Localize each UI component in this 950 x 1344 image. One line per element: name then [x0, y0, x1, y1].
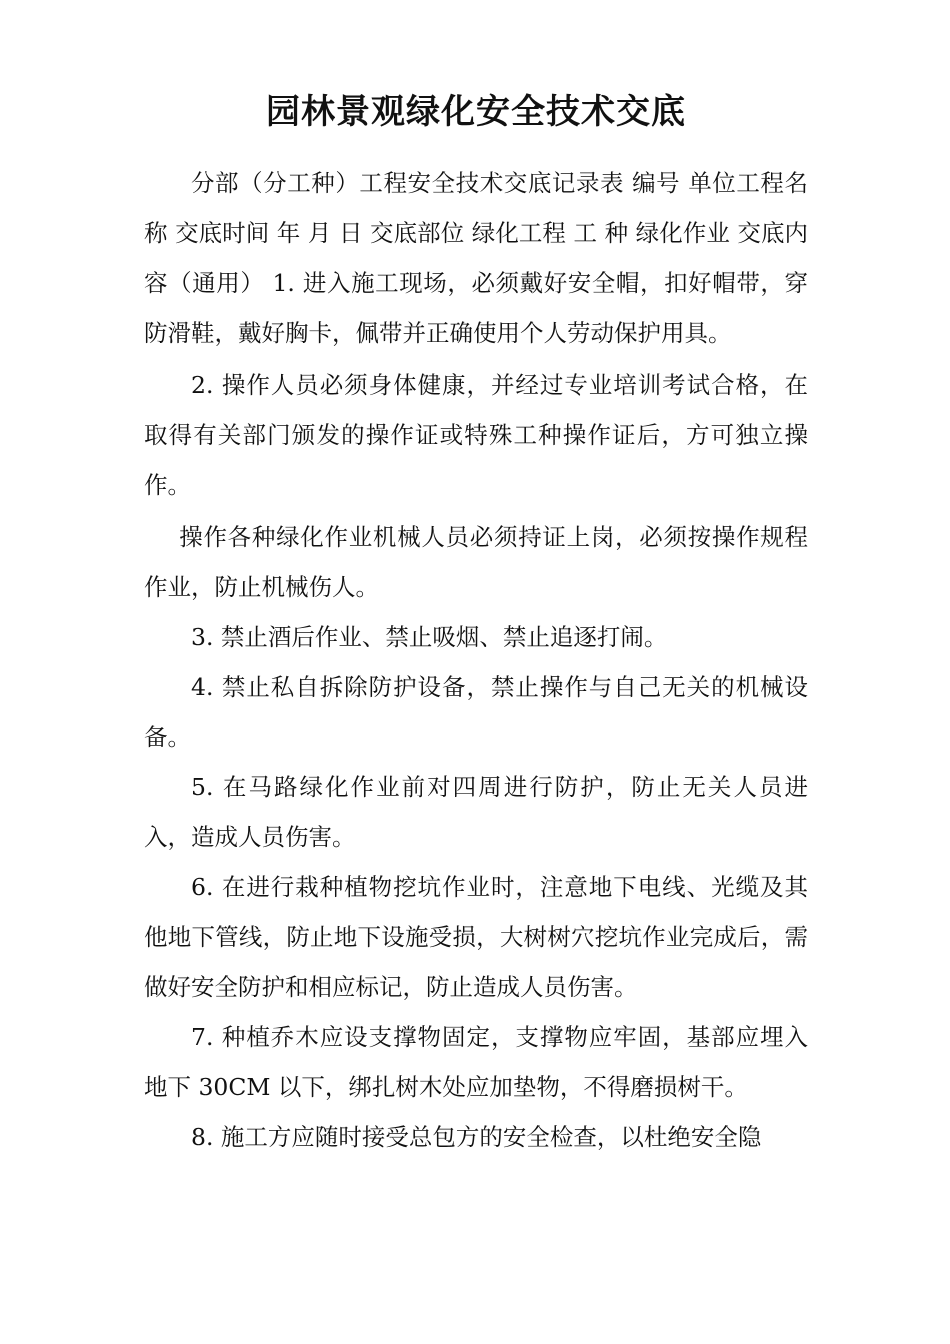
paragraph-item-3: 3. 禁止酒后作业、禁止吸烟、禁止追逐打闹。 — [191, 623, 668, 651]
paragraph-machinery-operation: 操作各种绿化作业机械人员必须持证上岗，必须按操作规程作业，防止机械伤人。 — [144, 523, 808, 601]
document-page — [144, 84, 808, 1162]
paragraph-item-4: 4. 禁止私自拆除防护设备，禁止操作与自己无关的机械设备。 — [144, 673, 808, 751]
paragraph-intro-item-1: 分部（分工种）工程安全技术交底记录表 编号 单位工程名称 交底时间 年 月 日 交底部位 绿化工程 工 种 绿化作业 交底内容（通用） 1. 进入施工现场，必须戴好安全帽，扣好帽带，穿防滑鞋，戴好胸卡，佩带并正确使用个人劳动保护用具。 — [144, 169, 808, 347]
paragraph-item-7: 7. 种植乔木应设支撑物固定，支撑物应牢固，基部应埋入地下 30CM 以下，绑扎树木处应加垫物，不得磨损树干。 — [144, 1023, 808, 1101]
paragraph-item-6: 6. 在进行栽种植物挖坑作业时，注意地下电线、光缆及其他地下管线，防止地下设施受损，大树树穴挖坑作业完成后，需做好安全防护和相应标记，防止造成人员伤害。 — [144, 873, 808, 1001]
paragraph-item-8: 8. 施工方应随时接受总包方的安全检查，以杜绝安全隐 — [191, 1123, 762, 1151]
paragraph-item-5: 5. 在马路绿化作业前对四周进行防护，防止无关人员进入，造成人员伤害。 — [144, 773, 808, 851]
paragraph-item-2: 2. 操作人员必须身体健康，并经过专业培训考试合格，在取得有关部门颁发的操作证或特殊工种操作证后，方可独立操作。 — [144, 371, 808, 499]
document-title: 园林景观绿化安全技术交底 — [266, 92, 686, 132]
